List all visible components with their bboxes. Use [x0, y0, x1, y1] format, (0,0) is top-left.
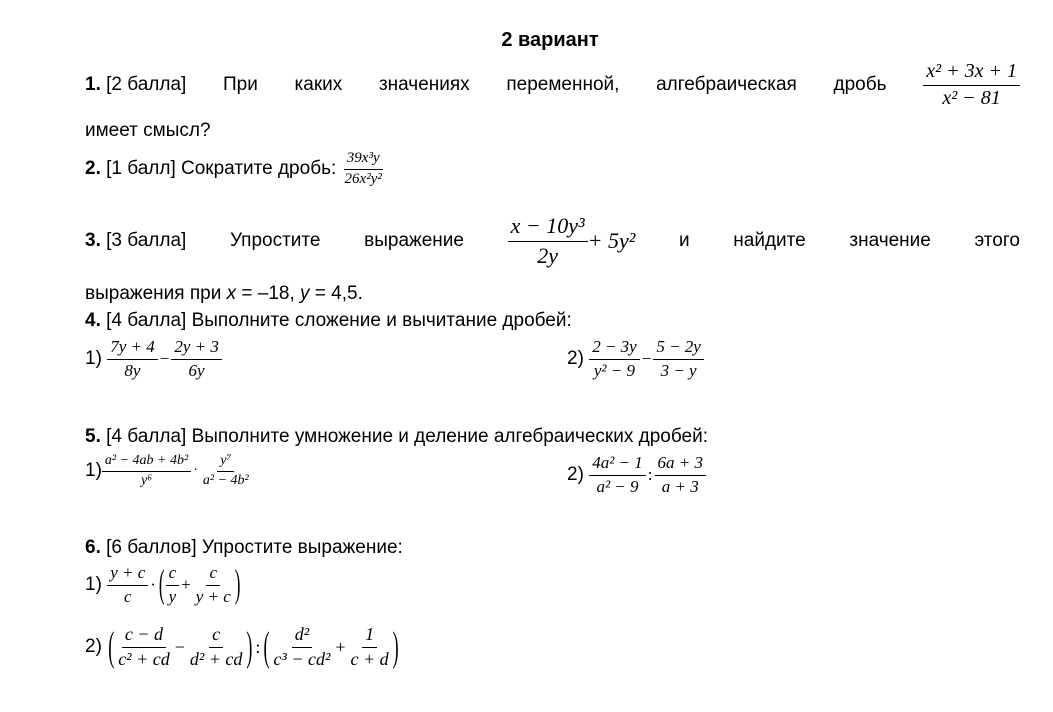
q3-fraction-numerator: x − 10y³: [508, 213, 588, 242]
q4-p2-fraction-b: $\frac{5 - 2y}{3 - y}$: [653, 337, 704, 381]
q3-plus-term: + 5y²: [587, 228, 636, 253]
q3-x-value: = –18,: [236, 283, 301, 304]
q2-text: [1 балл] Сократите дробь:: [106, 158, 337, 179]
q1-word: При: [222, 74, 258, 95]
q2-fraction: [342, 150, 385, 188]
q6-problem-1: [85, 563, 241, 607]
q3-y-value: = 4,5.: [309, 283, 363, 304]
q6-p2-fraction-d: $\frac{1}{c + d}$: [350, 624, 389, 669]
right-paren: ): [234, 562, 241, 606]
q3-number: 3.: [85, 230, 101, 251]
right-paren: ): [246, 622, 253, 669]
q6-p2-fraction-a: $\frac{c - d}{\text{c² + cd}}$: [118, 624, 170, 669]
q6-p2-minus: −: [174, 636, 185, 657]
q1-word: алгебраическая: [656, 74, 797, 95]
q6-p2-fraction-c: $\frac{\text{d²}}{\text{c³ − cd²}}$: [273, 624, 331, 669]
q4-problem-1: [85, 337, 222, 381]
q1-word: переменной,: [506, 74, 620, 95]
q3-word: выражение: [364, 230, 464, 251]
q6-p1-fraction-a: $\frac{y + c}{c}$: [107, 563, 148, 607]
page-title: 2 вариант: [501, 29, 599, 51]
q4-number: 4.: [85, 310, 101, 331]
q6-p2-label: 2): [85, 636, 102, 657]
q5-p1-label: 1): [85, 460, 102, 481]
q3-word: найдите: [733, 230, 806, 251]
q1-word: значениях: [378, 74, 470, 95]
q3-continuation: выражения при x = –18, y = 4,5.: [85, 283, 363, 304]
q3-line: [85, 213, 1020, 269]
q6-p2-plus: +: [335, 636, 346, 657]
q3-fraction: [508, 213, 588, 269]
right-paren: ): [392, 622, 399, 669]
q5-text: [4 балла] Выполните умножение и деление алгебраических дробей:: [106, 426, 708, 447]
q1-continuation: имеет смысл?: [85, 120, 211, 141]
left-paren: (: [263, 622, 270, 669]
q2-number: 2.: [85, 158, 101, 179]
q5-p1-fraction-a: $\frac{\text{a² − 4ab + 4b²}}{\text{y⁶}}$: [102, 453, 191, 489]
q3-fraction-denominator: 2y: [537, 243, 558, 268]
q5-p2-operator: :: [647, 465, 653, 484]
q4-p2-fraction-a: $\frac{2 - 3y}{\text{y² − 9}}$: [589, 337, 640, 381]
q3-word: и: [678, 230, 690, 251]
q3-word: значение: [849, 230, 931, 251]
q1-fraction-numerator: x² + 3x + 1: [923, 60, 1020, 86]
q2-line: [85, 150, 385, 188]
q2-fraction-numerator: 39x³y: [344, 150, 383, 170]
q5-problem-1: [85, 453, 252, 489]
q3-x-variable: x: [226, 283, 237, 304]
q6-p1-plus: +: [181, 575, 191, 594]
q6-p1-fraction-c: $\frac{c}{y + c}$: [195, 563, 231, 606]
q2-fraction-denominator: 26x²y²: [344, 171, 382, 187]
q6-p2-divide: :: [255, 636, 261, 657]
q1-word: каких: [294, 74, 343, 95]
q5-heading: [85, 426, 708, 448]
q4-p1-fraction-b: $\frac{2y + 3}{6y}$: [171, 337, 222, 381]
q3-score: [3 балла]: [106, 230, 187, 251]
q1-score: [2 балла]: [106, 74, 187, 95]
q4-p2-operator: −: [641, 349, 652, 368]
q5-p1-operator: ·: [193, 463, 198, 478]
q6-text: [6 баллов] Упростите выражение:: [106, 537, 403, 558]
q4-p2-label: 2): [567, 348, 584, 369]
q3-word: этого: [974, 230, 1020, 251]
q1-fraction-denominator: x² − 81: [942, 87, 1001, 109]
q4-problem-2: [567, 337, 704, 381]
q4-p1-label: 1): [85, 348, 102, 369]
left-paren: (: [108, 622, 115, 669]
q5-p1-fraction-b: $\frac{\text{y⁷}}{\text{a² − 4b²}}$: [202, 453, 249, 488]
q6-number: 6.: [85, 537, 101, 558]
q3-word: Упростите: [229, 230, 321, 251]
q6-problem-2: [85, 624, 400, 670]
q3-y-variable: y: [300, 283, 310, 304]
q4-heading: [85, 310, 572, 332]
q1-fraction: [923, 60, 1020, 110]
q6-p1-fraction-b: $\frac{c}{y}$: [166, 563, 180, 607]
q5-problem-2: [567, 453, 706, 497]
q6-p1-operator: ·: [150, 575, 156, 594]
q4-text: [4 балла] Выполните сложение и вычитание дробей:: [106, 310, 572, 331]
q1-word: дробь: [833, 74, 887, 95]
q1-number: 1.: [85, 74, 101, 95]
q5-p2-fraction-a: $\frac{\text{4a² − 1}}{\text{a² − 9}}$: [589, 453, 646, 497]
q3-expression: [508, 213, 636, 269]
q5-number: 5.: [85, 426, 101, 447]
q4-p1-operator: −: [159, 349, 170, 368]
q6-p2-fraction-b: $\frac{c}{\text{d² + cd}}$: [189, 624, 243, 669]
left-paren: (: [158, 562, 165, 606]
q6-p1-label: 1): [85, 574, 102, 595]
q5-p2-label: 2): [567, 464, 584, 485]
q6-heading: [85, 537, 403, 559]
q5-p2-fraction-b: $\frac{6a + 3}{a + 3}$: [655, 453, 706, 497]
q4-p1-fraction-a: $\frac{7y + 4}{8y}$: [107, 337, 158, 381]
q1-line: [85, 60, 1020, 110]
